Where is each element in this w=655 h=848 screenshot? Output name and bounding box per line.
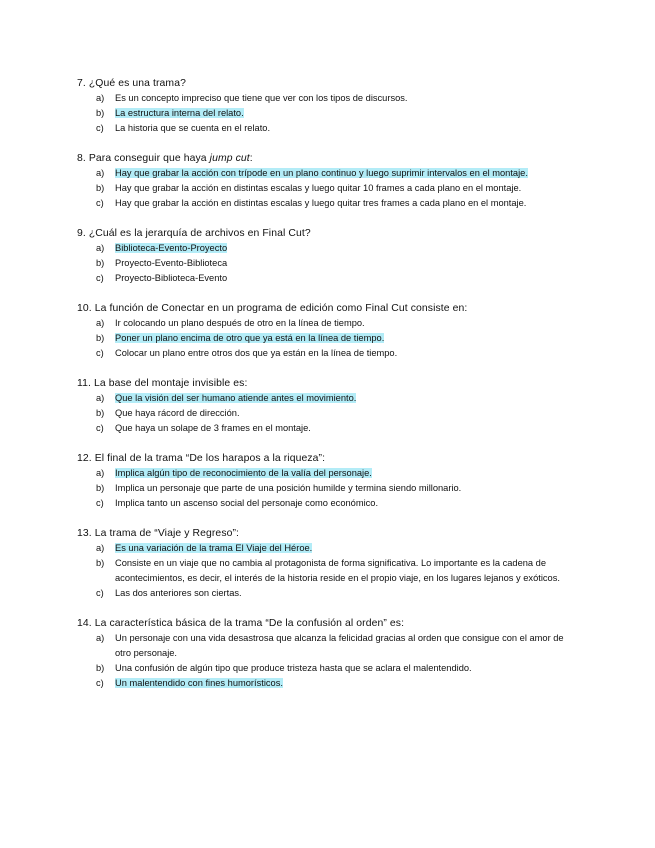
question-10 <box>77 301 577 361</box>
option-text-highlighted: Biblioteca-Evento-Proyecto <box>115 243 228 253</box>
option-text-highlighted: Un malentendido con fines humorísticos. <box>115 678 283 688</box>
question-12-option-b <box>77 481 577 496</box>
option-text: Proyecto-Biblioteca-Evento <box>115 273 228 283</box>
question-10-option-c <box>77 346 577 361</box>
option-letter: b) <box>96 258 105 268</box>
option-text-highlighted: La estructura interna del relato. <box>115 108 244 118</box>
option-text: Implica tanto un ascenso social del personaje como económico. <box>115 498 379 508</box>
question-7-option-a <box>77 91 577 106</box>
question-12 <box>77 451 577 511</box>
option-text: La historia que se cuenta en el relato. <box>115 123 271 133</box>
question-12-title: 12. El final de la trama “De los harapos a la riqueza”: <box>77 453 326 464</box>
option-letter: b) <box>96 183 105 193</box>
option-text: Proyecto-Evento-Biblioteca <box>115 258 228 268</box>
option-letter: b) <box>96 558 105 568</box>
option-text: Ir colocando un plano después de otro en la línea de tiempo. <box>115 318 365 328</box>
question-14-option-c <box>77 676 577 691</box>
option-letter: a) <box>96 468 105 478</box>
question-8 <box>77 151 577 211</box>
option-text: Colocar un plano entre otros dos que ya están en la línea de tiempo. <box>115 348 398 358</box>
question-list <box>77 76 577 706</box>
question-9-title: 9. ¿Cuál es la jerarquía de archivos en Final Cut? <box>77 228 311 239</box>
option-text-highlighted: Poner un plano encima de otro que ya está en la línea de tiempo. <box>115 333 385 343</box>
question-14 <box>77 616 577 691</box>
option-letter: a) <box>96 633 105 643</box>
question-12-option-c <box>77 496 577 511</box>
option-text: Las dos anteriores son ciertas. <box>115 588 242 598</box>
question-14-title: 14. La característica básica de la trama “De la confusión al orden” es: <box>77 618 405 629</box>
question-10-option-a <box>77 316 577 331</box>
option-letter: c) <box>96 678 104 688</box>
option-text: Consiste en un viaje que no cambia al protagonista de forma significativa. Lo importante es la cadena de acontecimientos, es decir, el interés de la historia reside en el propio viaje, en los lugares lejanos y exóticos. <box>115 558 560 583</box>
question-9-option-b <box>77 256 577 271</box>
question-12-option-a <box>77 466 577 481</box>
question-11-option-a <box>77 391 577 406</box>
option-text: Un personaje con una vida desastrosa que alcanza la felicidad gracias al orden que consigue con el amor de otro personaje. <box>115 633 564 658</box>
question-8-option-b <box>77 181 577 196</box>
question-8-title <box>77 151 577 166</box>
option-text: Hay que grabar la acción en distintas escalas y luego quitar tres frames a cada plano en el montaje. <box>115 198 527 208</box>
option-letter: a) <box>96 243 105 253</box>
option-letter: a) <box>96 318 105 328</box>
option-letter: b) <box>96 408 105 418</box>
title-emphasis: jump cut <box>209 153 250 164</box>
question-11 <box>77 376 577 436</box>
option-text: Es un concepto impreciso que tiene que ver con los tipos de discursos. <box>115 93 408 103</box>
question-11-title: 11. La base del montaje invisible es: <box>77 378 248 389</box>
option-text: Una confusión de algún tipo que produce tristeza hasta que se aclara el malentendido. <box>115 663 472 673</box>
title-text-end: : <box>249 153 253 164</box>
option-letter: c) <box>96 498 104 508</box>
option-letter: c) <box>96 348 104 358</box>
question-9 <box>77 226 577 286</box>
question-14-option-b <box>77 661 577 676</box>
option-text-highlighted: Que la visión del ser humano atiende antes el movimiento. <box>115 393 357 403</box>
option-letter: c) <box>96 198 104 208</box>
question-10-option-b <box>77 331 577 346</box>
option-letter: a) <box>96 393 105 403</box>
option-letter: a) <box>96 543 105 553</box>
option-letter: b) <box>96 663 105 673</box>
option-text: Que haya un solape de 3 frames en el montaje. <box>115 423 311 433</box>
question-14-option-a <box>77 631 577 661</box>
question-11-option-c <box>77 421 577 436</box>
option-letter: b) <box>96 108 105 118</box>
option-text-highlighted: Hay que grabar la acción con trípode en un plano continuo y luego suprimir intervalos en el montaje. <box>115 168 528 178</box>
question-8-option-a <box>77 166 577 181</box>
question-13-option-b <box>77 556 577 586</box>
option-letter: c) <box>96 273 104 283</box>
question-7-option-c <box>77 121 577 136</box>
question-13-option-c <box>77 586 577 601</box>
option-letter: c) <box>96 423 104 433</box>
question-9-option-c <box>77 271 577 286</box>
option-text-highlighted: Es una variación de la trama El Viaje del Héroe. <box>115 543 313 553</box>
option-letter: a) <box>96 168 105 178</box>
option-letter: c) <box>96 123 104 133</box>
question-8-option-c <box>77 196 577 211</box>
question-13-option-a <box>77 541 577 556</box>
option-letter: c) <box>96 588 104 598</box>
question-13-title: 13. La trama de “Viaje y Regreso”: <box>77 528 240 539</box>
option-letter: b) <box>96 483 105 493</box>
option-letter: b) <box>96 333 105 343</box>
option-text: Implica un personaje que parte de una posición humilde y termina siendo millonario. <box>115 483 462 493</box>
question-9-option-a <box>77 241 577 256</box>
question-7-title: 7. ¿Qué es una trama? <box>77 78 186 89</box>
question-7-option-b <box>77 106 577 121</box>
option-text: Que haya rácord de dirección. <box>115 408 240 418</box>
question-10-title: 10. La función de Conectar en un programa de edición como Final Cut consiste en: <box>77 303 468 314</box>
option-letter: a) <box>96 93 105 103</box>
question-7 <box>77 76 577 136</box>
question-13 <box>77 526 577 601</box>
option-text: Hay que grabar la acción en distintas escalas y luego quitar 10 frames a cada plano en el montaje. <box>115 183 522 193</box>
question-11-option-b <box>77 406 577 421</box>
option-text-highlighted: Implica algún tipo de reconocimiento de la valía del personaje. <box>115 468 372 478</box>
title-text: 8. Para conseguir que haya <box>77 153 210 164</box>
